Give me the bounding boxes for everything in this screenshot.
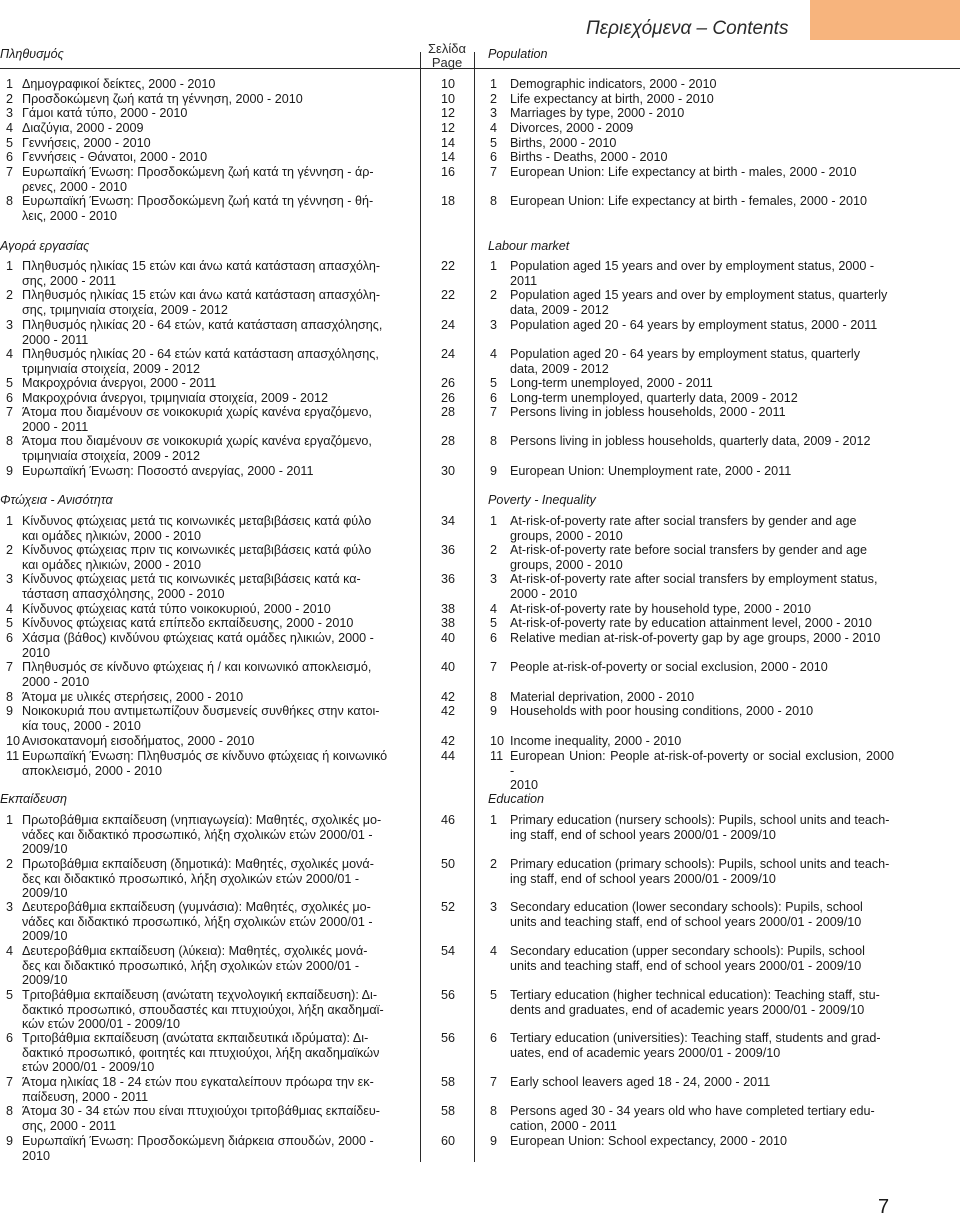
entry-number-greek: 8 [6,434,14,448]
entry-number-greek: 7 [6,405,14,419]
entry-number-greek: 7 [6,165,14,179]
entry-number-greek: 1 [6,514,14,528]
toc-entry-english[interactable]: Secondary education (lower secondary schools): Pupils, school units and teaching staff, end of school years 2000/01 - 2009/10 [510,900,863,929]
entry-number-english: 5 [490,376,498,390]
entry-number-greek: 6 [6,150,14,164]
entry-number-greek: 9 [6,704,14,718]
toc-entry-greek[interactable]: Άτομα ηλικίας 18 - 24 ετών που εγκαταλείπουν πρόωρα την εκ- παίδευση, 2000 - 2011 [22,1075,374,1104]
toc-entry-english[interactable]: Persons living in jobless households, 2000 - 2011 [510,405,786,419]
entry-page-number[interactable]: 58 [440,1104,455,1118]
toc-entry-greek[interactable]: Πληθυσμός ηλικίας 20 - 64 ετών, κατά κατάσταση απασχόλησης, 2000 - 2011 [22,318,383,347]
entry-number-english: 1 [490,514,498,528]
toc-entry-english[interactable]: European Union: Life expectancy at birth - males, 2000 - 2010 [510,165,857,179]
entry-page-number[interactable]: 60 [440,1134,455,1148]
entry-number-english: 1 [490,259,498,273]
entry-number-english: 9 [490,704,498,718]
entry-page-number[interactable]: 24 [440,347,455,361]
toc-entry-greek[interactable]: Πληθυσμός ηλικίας 20 - 64 ετών κατά κατάσταση απασχόλησης, τριμηνιαία στοιχεία, 2009 - 2012 [22,347,379,376]
entry-number-greek: 7 [6,660,14,674]
entry-number-greek: 10 [6,734,21,748]
entry-number-greek: 7 [6,1075,14,1089]
entry-number-english: 2 [490,857,498,871]
entry-page-number[interactable]: 54 [440,944,455,958]
toc-entry-greek[interactable]: Διαζύγια, 2000 - 2009 [22,121,144,135]
entry-page-number[interactable]: 56 [440,1031,455,1045]
toc-entry-english[interactable]: Population aged 15 years and over by employment status, quarterly data, 2009 - 2012 [510,288,888,317]
entry-page-number[interactable]: 10 [440,92,455,106]
entry-number-greek: 8 [6,194,14,208]
toc-entry-greek[interactable]: Κίνδυνος φτώχειας μετά τις κοινωνικές μεταβιβάσεις κατά φύλο και ομάδες ηλικιών, 2000 - 2010 [22,514,372,543]
toc-entry-english[interactable]: Population aged 20 - 64 years by employment status, quarterly data, 2009 - 2012 [510,347,861,376]
entry-number-english: 5 [490,136,498,150]
entry-number-english: 7 [490,1075,498,1089]
toc-entry-english[interactable]: Demographic indicators, 2000 - 2010 [510,77,717,91]
entry-number-english: 3 [490,900,498,914]
entry-page-number[interactable]: 14 [440,150,455,164]
entry-number-english: 7 [490,165,498,179]
toc-entry-greek[interactable]: Άτομα που διαμένουν σε νοικοκυριά χωρίς κανένα εργαζόμενο, 2000 - 2011 [22,405,372,434]
toc-entry-english[interactable]: Tertiary education (higher technical education): Teaching staff, stu- dents and graduates, end of academic years 2000/01 - 2009/10 [510,988,880,1017]
entry-number-greek: 8 [6,1104,14,1118]
entry-number-greek: 6 [6,631,14,645]
entry-number-greek: 5 [6,376,14,390]
toc-entry-greek[interactable]: Άτομα 30 - 34 ετών που είναι πτυχιούχοι τριτοβάθμιας εκπαίδευ- σης, 2000 - 2011 [22,1104,380,1133]
entry-number-greek: 6 [6,1031,14,1045]
entry-number-english: 10 [490,734,505,748]
entry-number-english: 4 [490,121,498,135]
section-title-english: Population [488,47,548,61]
entry-number-greek: 3 [6,106,14,120]
entry-number-greek: 9 [6,464,14,478]
entry-number-english: 7 [490,660,498,674]
toc-entry-english[interactable]: European Union: Unemployment rate, 2000 - 2011 [510,464,792,478]
toc-entry-english[interactable]: Relative median at-risk-of-poverty gap by age groups, 2000 - 2010 [510,631,881,645]
entry-number-english: 2 [490,543,498,557]
toc-entry-english[interactable]: Income inequality, 2000 - 2010 [510,734,682,748]
toc-entry-english[interactable]: Divorces, 2000 - 2009 [510,121,634,135]
toc-entry-greek[interactable]: Ευρωπαϊκή Ένωση: Προσδοκώμενη διάρκεια σπουδών, 2000 - 2010 [22,1134,374,1163]
entry-number-english: 4 [490,944,498,958]
toc-entry-english[interactable]: European Union: Life expectancy at birth - females, 2000 - 2010 [510,194,868,208]
toc-entry-english[interactable]: Primary education (primary schools): Pupils, school units and teach- ing staff, end of school years 2000/01 - 2009/10 [510,857,890,886]
entry-number-english: 6 [490,150,498,164]
entry-number-english: 6 [490,391,498,405]
toc-entry-english[interactable]: Households with poor housing conditions, 2000 - 2010 [510,704,814,718]
toc-entry-greek[interactable]: Ευρωπαϊκή Ένωση: Πληθυσμός σε κίνδυνο φτώχειας ή κοινωνικό αποκλεισμό, 2000 - 2010 [22,749,388,778]
toc-entry-greek[interactable]: Προσδοκώμενη ζωή κατά τη γέννηση, 2000 - 2010 [22,92,303,106]
page-label-english: Page [431,55,463,70]
toc-entry-english[interactable]: Persons living in jobless households, quarterly data, 2009 - 2012 [510,434,871,448]
toc-entry-greek[interactable]: Ευρωπαϊκή Ένωση: Προσδοκώμενη ζωή κατά τη γέννηση - άρ- ρενες, 2000 - 2010 [22,165,374,194]
entry-page-number[interactable]: 52 [440,900,455,914]
toc-entry-greek[interactable]: Ευρωπαϊκή Ένωση: Ποσοστό ανεργίας, 2000 - 2011 [22,464,314,478]
entry-number-greek: 1 [6,77,14,91]
toc-entry-greek[interactable]: Γάμοι κατά τύπο, 2000 - 2010 [22,106,188,120]
toc-entry-english[interactable]: European Union: School expectancy, 2000 - 2010 [510,1134,788,1148]
toc-entry-greek[interactable]: Τριτοβάθμια εκπαίδευση (ανώτατη τεχνολογική εκπαίδευση): Δι- δακτικό προσωπικό, σπουδαστές και πτυχιούχοι, λήξη ακαδημαϊ- κών ετών 2000/01 - 2009/10 [22,988,384,1031]
entry-number-greek: 4 [6,347,14,361]
toc-entry-english[interactable]: People at-risk-of-poverty or social exclusion, 2000 - 2010 [510,660,828,674]
toc-entry-greek[interactable]: Τριτοβάθμια εκπαίδευση (ανώτατα εκπαιδευτικά ιδρύματα): Δι- δακτικό προσωπικό, φοιτητές και πτυχιούχοι, λήξη ακαδημαϊκών ετών 2000/01 - 2009/10 [22,1031,380,1074]
entry-page-number[interactable]: 58 [440,1075,455,1089]
toc-entry-english[interactable]: Births - Deaths, 2000 - 2010 [510,150,668,164]
entry-number-greek: 1 [6,813,14,827]
entry-number-greek: 1 [6,259,14,273]
toc-entry-greek[interactable]: Πληθυσμός ηλικίας 15 ετών και άνω κατά κατάσταση απασχόλη- σης, 2000 - 2011 [22,259,381,288]
header-rule-right [475,68,960,69]
toc-entry-greek[interactable]: Δημογραφικοί δείκτες, 2000 - 2010 [22,77,216,91]
toc-entry-greek[interactable]: Κίνδυνος φτώχειας κατά επίπεδο εκπαίδευσης, 2000 - 2010 [22,616,354,630]
toc-entry-english[interactable]: Early school leavers aged 18 - 24, 2000 - 2011 [510,1075,771,1089]
contents-title: Περιεχόμενα – Contents [586,18,789,39]
entry-page-number[interactable]: 42 [440,734,455,748]
entry-number-english: 4 [490,347,498,361]
entry-page-number[interactable]: 34 [440,514,455,528]
toc-entry-english[interactable]: Tertiary education (universities): Teaching staff, students and grad- uates, end of academic years 2000/01 - 2009/10 [510,1031,881,1060]
entry-page-number[interactable]: 26 [440,391,455,405]
entry-page-number[interactable]: 24 [440,318,455,332]
entry-number-greek: 9 [6,1134,14,1148]
entry-page-number[interactable]: 28 [440,405,455,419]
entry-number-greek: 2 [6,857,14,871]
entry-page-number[interactable]: 38 [440,616,455,630]
entry-number-greek: 5 [6,988,14,1002]
section-title-greek: Πληθυσμός [0,47,64,61]
toc-entry-english[interactable]: At-risk-of-poverty rate after social transfers by gender and age groups, 2000 - 2010 [510,514,857,543]
entry-number-english: 5 [490,988,498,1002]
entry-number-greek: 5 [6,136,14,150]
entry-page-number[interactable]: 18 [440,194,455,208]
entry-page-number[interactable]: 42 [440,690,455,704]
entry-number-greek: 4 [6,121,14,135]
section-title-greek: Αγορά εργασίας [0,239,90,253]
entry-number-greek: 8 [6,690,14,704]
entry-page-number[interactable]: 22 [440,288,455,302]
entry-number-english: 2 [490,92,498,106]
entry-page-number[interactable]: 22 [440,259,455,273]
toc-entry-english[interactable]: Long-term unemployed, quarterly data, 2009 - 2012 [510,391,798,405]
section-title-english: Education [488,792,545,806]
entry-page-number[interactable]: 28 [440,434,455,448]
toc-entry-english[interactable]: At-risk-of-poverty rate by household type, 2000 - 2010 [510,602,812,616]
entry-number-english: 1 [490,813,498,827]
entry-number-greek: 4 [6,602,14,616]
toc-entry-english[interactable]: At-risk-of-poverty rate before social transfers by gender and age groups, 2000 - 2010 [510,543,867,572]
entry-page-number[interactable]: 16 [440,165,455,179]
entry-page-number[interactable]: 12 [440,106,455,120]
toc-entry-greek[interactable]: Κίνδυνος φτώχειας πριν τις κοινωνικές μεταβιβάσεις κατά φύλο και ομάδες ηλικιών, 2000 - 2010 [22,543,372,572]
toc-entry-greek[interactable]: Κίνδυνος φτώχειας μετά τις κοινωνικές μεταβιβάσεις κατά κα- τάσταση απασχόλησης, 2000 - 2010 [22,572,361,601]
entry-number-greek: 2 [6,92,14,106]
toc-entry-english[interactable]: Long-term unemployed, 2000 - 2011 [510,376,713,390]
entry-page-number[interactable]: 26 [440,376,455,390]
entry-number-english: 7 [490,405,498,419]
section-title-greek: Εκπαίδευση [0,792,67,806]
page-label-greek: Σελίδα [428,41,466,56]
entry-page-number[interactable]: 40 [440,660,455,674]
toc-entry-greek[interactable]: Πληθυσμός σε κίνδυνο φτώχειας ή / και κοινωνικό αποκλεισμό, 2000 - 2010 [22,660,372,689]
entry-page-number[interactable]: 14 [440,136,455,150]
toc-entry-english[interactable]: Secondary education (upper secondary schools): Pupils, school units and teaching staff, end of school years 2000/01 - 2009/10 [510,944,865,973]
entry-number-greek: 2 [6,288,14,302]
toc-entry-greek[interactable]: Πρωτοβάθμια εκπαίδευση (δημοτικά): Μαθητές, σχολικές μονά- δες και διδακτικό προσωπικό, λήξη σχολικών ετών 2000/01 - 2009/10 [22,857,374,900]
toc-entry-greek[interactable]: Γεννήσεις, 2000 - 2010 [22,136,151,150]
header-accent-bar [810,0,960,40]
toc-entry-greek[interactable]: Άτομα με υλικές στερήσεις, 2000 - 2010 [22,690,244,704]
entry-number-english: 8 [490,434,498,448]
entry-page-number[interactable]: 56 [440,988,455,1002]
entry-page-number[interactable]: 30 [440,464,455,478]
entry-number-english: 4 [490,602,498,616]
toc-entry-greek[interactable]: Πρωτοβάθμια εκπαίδευση (νηπιαγωγεία): Μαθητές, σχολικές μο- νάδες και διδακτικό προσωπικό, λήξη σχολικών ετών 2000/01 - 2009/10 [22,813,382,856]
toc-entry-greek[interactable]: Ανισοκατανομή εισοδήματος, 2000 - 2010 [22,734,255,748]
toc-entry-greek[interactable]: Νοικοκυριά που αντιμετωπίζουν δυσμενείς συνθήκες στην κατοι- κία τους, 2000 - 2010 [22,704,380,733]
entry-page-number[interactable]: 50 [440,857,455,871]
entry-number-english: 6 [490,631,498,645]
entry-page-number[interactable]: 12 [440,121,455,135]
entry-number-english: 8 [490,1104,498,1118]
toc-entry-english[interactable]: European Union: People at-risk-of-poverty or social exclusion, 2000 - 2010 [510,749,894,792]
entry-number-greek: 6 [6,391,14,405]
toc-entry-greek[interactable]: Χάσμα (βάθος) κινδύνου φτώχειας κατά ομάδες ηλικιών, 2000 - 2010 [22,631,374,660]
entry-number-greek: 2 [6,543,14,557]
entry-page-number[interactable]: 42 [440,704,455,718]
toc-entry-english[interactable]: Life expectancy at birth, 2000 - 2010 [510,92,714,106]
entry-page-number[interactable]: 36 [440,543,455,557]
entry-page-number[interactable]: 10 [440,77,455,91]
section-title-english: Poverty - Inequality [488,493,596,507]
header-rule-left [0,68,420,69]
toc-entry-english[interactable]: Population aged 20 - 64 years by employment status, 2000 - 2011 [510,318,878,332]
toc-entry-greek[interactable]: Πληθυσμός ηλικίας 15 ετών και άνω κατά κατάσταση απασχόλη- σης, τριμηνιαία στοιχεία, 2009 - 2012 [22,288,381,317]
toc-entry-greek[interactable]: Ευρωπαϊκή Ένωση: Προσδοκώμενη ζωή κατά τη γέννηση - θή- λεις, 2000 - 2010 [22,194,374,223]
entry-number-english: 3 [490,106,498,120]
entry-number-english: 3 [490,572,498,586]
toc-entry-english[interactable]: Population aged 15 years and over by employment status, 2000 - 2011 [510,259,875,288]
entry-number-english: 9 [490,464,498,478]
entry-number-english: 6 [490,1031,498,1045]
toc-entry-english[interactable]: At-risk-of-poverty rate by education attainment level, 2000 - 2010 [510,616,872,630]
entry-number-english: 11 [490,749,504,763]
page-number: 7 [878,1196,890,1218]
entry-number-greek: 3 [6,318,14,332]
entry-number-greek: 5 [6,616,14,630]
toc-entry-english[interactable]: Births, 2000 - 2010 [510,136,617,150]
section-title-english: Labour market [488,239,570,253]
entry-number-greek: 3 [6,572,14,586]
toc-entry-greek[interactable]: Γεννήσεις - Θάνατοι, 2000 - 2010 [22,150,208,164]
toc-entry-greek[interactable]: Άτομα που διαμένουν σε νοικοκυριά χωρίς κανένα εργαζόμενο, τριμηνιαία στοιχεία, 2009 - 2012 [22,434,372,463]
toc-entry-greek[interactable]: Δευτεροβάθμια εκπαίδευση (γυμνάσια): Μαθητές, σχολικές μο- νάδες και διδακτικό προσωπικό, λήξη σχολικών ετών 2000/01 - 2009/10 [22,900,373,943]
entry-number-english: 1 [490,77,498,91]
header-rule-middle [420,68,475,69]
toc-entry-english[interactable]: Primary education (nursery schools): Pupils, school units and teach- ing staff, end of school years 2000/01 - 2009/10 [510,813,890,842]
entry-number-greek: 4 [6,944,14,958]
entry-page-number[interactable]: 38 [440,602,455,616]
toc-entry-english[interactable]: Material deprivation, 2000 - 2010 [510,690,695,704]
entry-page-number[interactable]: 44 [440,749,455,763]
entry-number-greek: 3 [6,900,14,914]
entry-number-english: 3 [490,318,498,332]
toc-entry-greek[interactable]: Μακροχρόνια άνεργοι, 2000 - 2011 [22,376,217,390]
toc-entry-greek[interactable]: Μακροχρόνια άνεργοι, τριμηνιαία στοιχεία, 2009 - 2012 [22,391,329,405]
section-title-greek: Φτώχεια - Ανισότητα [0,493,113,507]
entry-number-english: 2 [490,288,498,302]
toc-entry-english[interactable]: At-risk-of-poverty rate after social transfers by employment status, 2000 - 2010 [510,572,878,601]
toc-entry-english[interactable]: Persons aged 30 - 34 years old who have completed tertiary edu- cation, 2000 - 2011 [510,1104,875,1133]
toc-entry-greek[interactable]: Δευτεροβάθμια εκπαίδευση (λύκεια): Μαθητές, σχολικές μονά- δες και διδακτικό προσωπικό, λήξη σχολικών ετών 2000/01 - 2009/10 [22,944,368,987]
entry-page-number[interactable]: 46 [440,813,455,827]
entry-number-english: 8 [490,690,498,704]
entry-number-greek: 11 [6,749,20,763]
toc-entry-english[interactable]: Marriages by type, 2000 - 2010 [510,106,685,120]
entry-page-number[interactable]: 36 [440,572,455,586]
entry-page-number[interactable]: 40 [440,631,455,645]
entry-number-english: 5 [490,616,498,630]
entry-number-english: 8 [490,194,498,208]
toc-entry-greek[interactable]: Κίνδυνος φτώχειας κατά τύπο νοικοκυριού, 2000 - 2010 [22,602,331,616]
entry-number-english: 9 [490,1134,498,1148]
